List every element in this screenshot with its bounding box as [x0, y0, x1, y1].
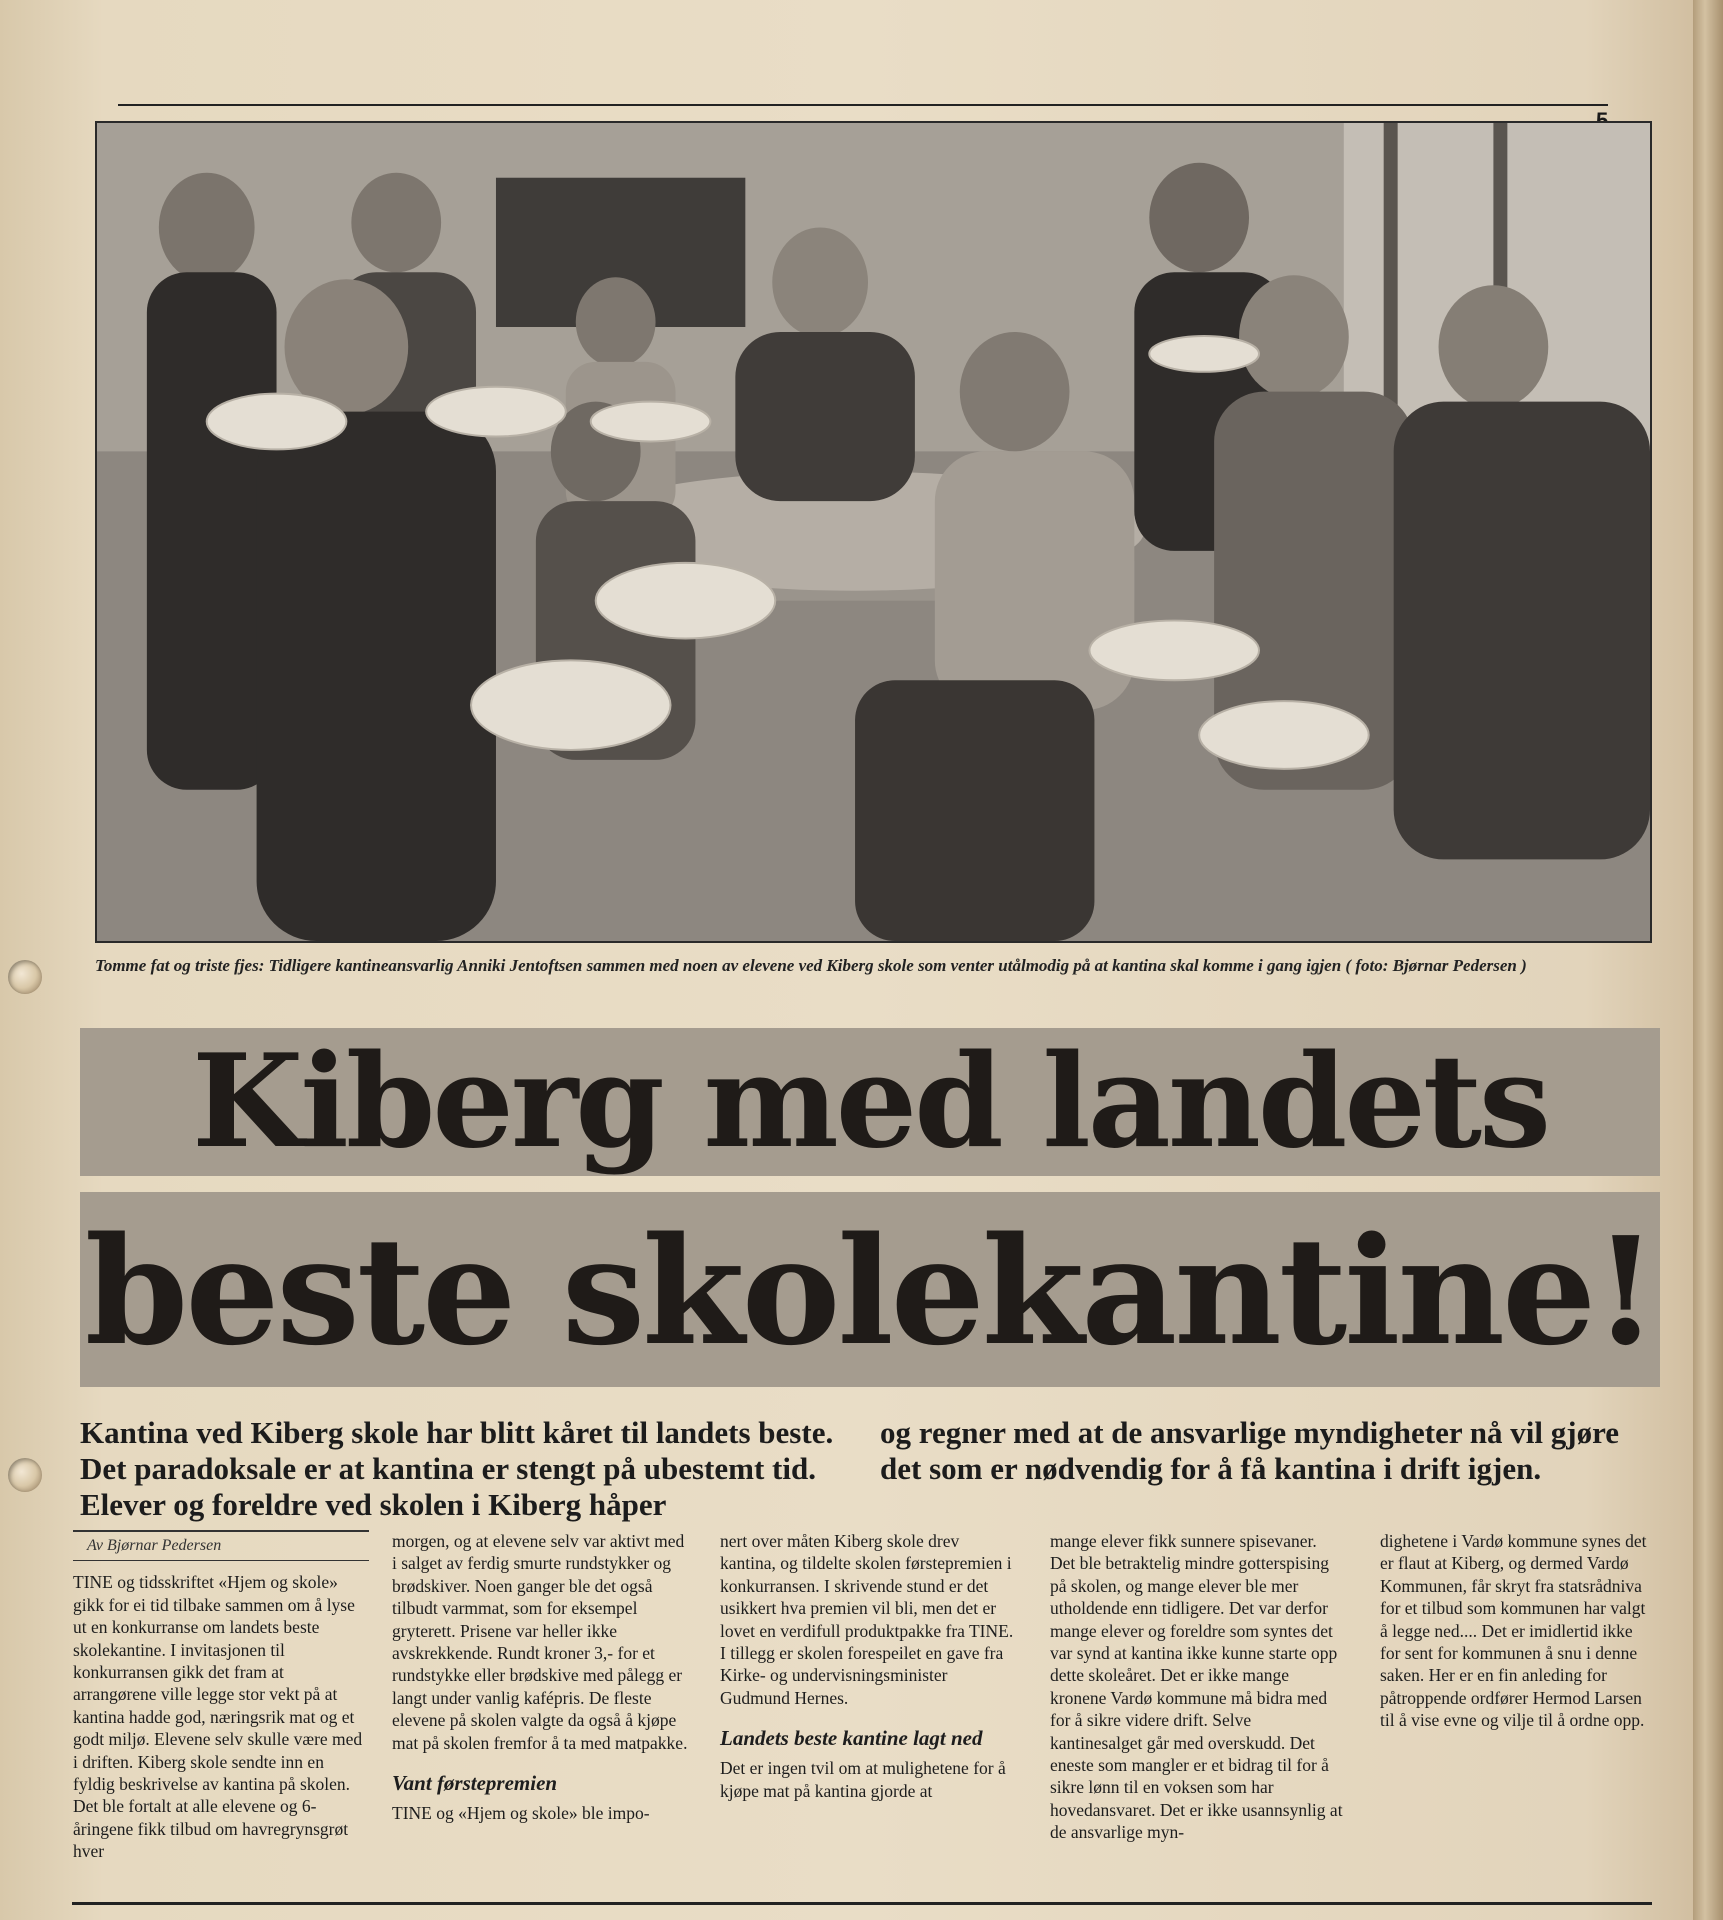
article-column-5	[1380, 1530, 1650, 1732]
news-photo	[95, 121, 1652, 943]
column-4-text: mange elever fikk sunnere spisevaner. Det ble betraktelig mindre gotterspising på skolen, og mange elever ble mer utholdende enn tidligere. Det var derfor mange elever og foreldre som syntes det var synd at kantina ikke kunne starte opp dette skoleåret. Det er ikke mange kronene Vardø kommune må bidra med for å sikre videre drift. Selve kantinesalget går med overskudd. Det eneste som mangler er et bidrag til for å sikre lønn til en voksen som har hovedansvaret. Det er ikke usannsynlig at de ansvarlige myn-	[1050, 1531, 1343, 1843]
article-column-2	[392, 1530, 688, 1824]
article-column-4	[1050, 1530, 1346, 1844]
article-column-1	[73, 1530, 369, 1863]
headline-line-1: Kiberg med landets	[192, 1027, 1548, 1177]
page-edge	[1693, 0, 1723, 1920]
column-1-text: TINE og tidsskriftet «Hjem og skole» gikk for ei tid tilbake sammen om å lyse ut en konkurranse om landets beste skolekantine. I invitasjonen til konkurransen gikk det fram at arrangørene ville legge stor vekt på at kantina hadde god, næringsrik mat og et godt miljø. Elevene selv skulle være med i driften. Kiberg skole sendte inn en fyldig beskrivelse av kantina på skolen. Det ble fortalt at alle elevene og 6-åringene fikk tilbud om havregrynsgrøt hver	[73, 1572, 363, 1862]
byline: Av Bjørnar Pedersen	[73, 1530, 369, 1561]
subhead-first-prize: Vant førstepremien	[392, 1771, 558, 1796]
column-5-text: dighetene i Vardø kommune synes det er flaut at Kiberg, og dermed Vardø Kommunen, får skryt fra statsrådniva for et tilbud som kommunen har valgt å legge ned.... Det er imidlertid ikke for sent for kommunen å snu i denne saken. Her er en fin anleding for påtroppende ordfører Hermod Larsen til å vise evne og vilje til å ordne opp.	[1380, 1531, 1647, 1731]
punch-hole-bottom	[8, 1458, 42, 1492]
article-column-3	[720, 1530, 1016, 1802]
column-2-text-continued: TINE og «Hjem og skole» ble impo-	[392, 1803, 650, 1824]
column-3-text: nert over måten Kiberg skole drev kantina, og tildelte skolen førstepremien i konkurransen. I skrivende stund er det usikkert hva premien vil bli, men det er lovet en verdifull produktpakke fra TINE. I tillegg er skolen forespeilet en gave fra Kirke- og undervisningsminister Gudmund Hernes.	[720, 1531, 1014, 1708]
column-3-text-continued: Det er ingen tvil om at mulighetene for å kjøpe mat på kantina gjorde at	[720, 1758, 1006, 1801]
photo-illustration	[97, 123, 1650, 941]
lead-paragraph-left: Kantina ved Kiberg skole har blitt kåret til landets beste. Det paradoksale er at kantina er stengt på ubestemt tid. Elever og foreldre ved skolen i Kiberg håper	[80, 1415, 834, 1522]
punch-hole-top	[8, 960, 42, 994]
bottom-rule	[72, 1902, 1652, 1905]
column-2-text: morgen, og at elevene selv var aktivt med i salget av ferdig smurte rundstykker og brødskiver. Noen ganger ble det også tilbudt varmmat, som for eksempel gryterett. Prisene var heller ikke avskrekkende. Rundt kroner 3,- for et rundstykke eller brødskive med pålegg er langt under vanlig kafépris. De fleste elevene på skolen valgte da også å kjøpe mat på skolen fremfor å ta med matpakke.	[392, 1531, 688, 1753]
lead-paragraph-right: og regner med at de ansvarlige myndigheter nå vil gjøre det som er nødvendig for å få kantina i drift igjen.	[880, 1415, 1620, 1486]
photo-caption: Tomme fat og triste fjes: Tidligere kantineansvarlig Anniki Jentoftsen sammen med noen av elevene ved Kiberg skole som venter utålmodig på at kantina skal komme i gang igjen ( foto: Bjørnar Pedersen )	[95, 956, 1527, 975]
top-rule	[118, 104, 1608, 106]
headline-line-2: beste skolekantine!	[84, 1204, 1656, 1378]
subhead-canteen-closed: Landets beste kantine lagt ned	[720, 1726, 983, 1751]
